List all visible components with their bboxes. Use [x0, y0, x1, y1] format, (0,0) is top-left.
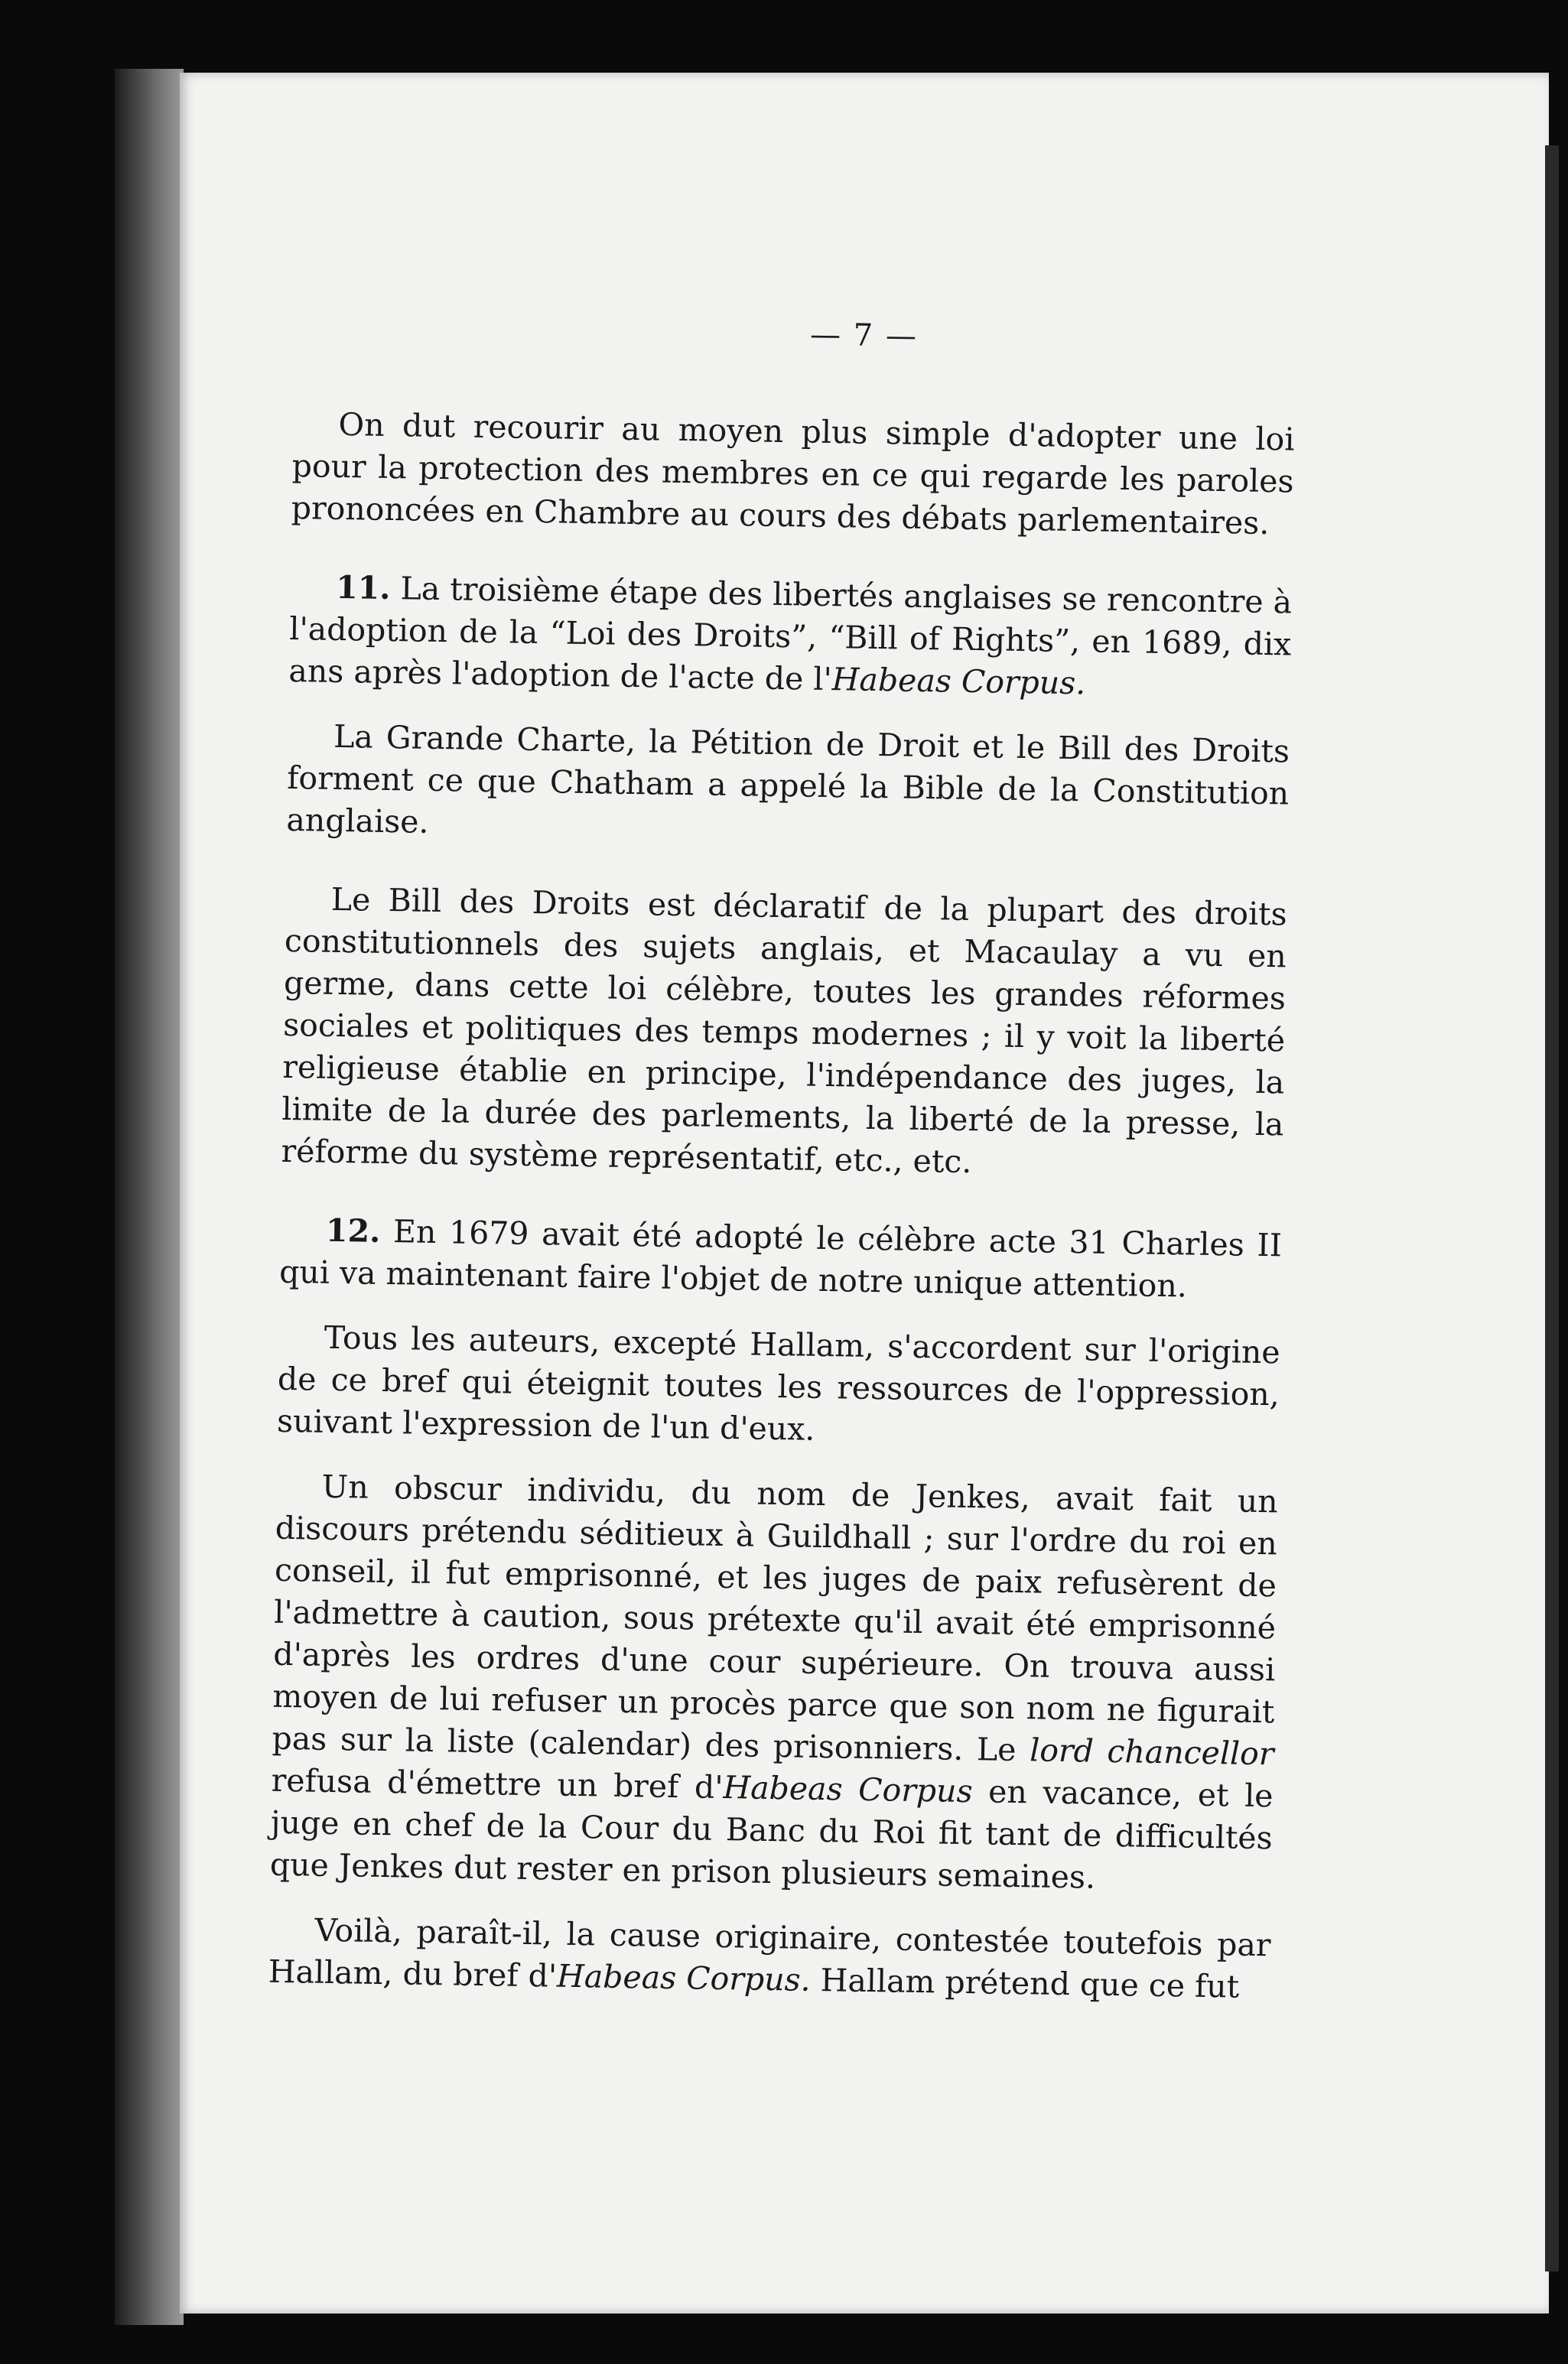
book-binding — [115, 69, 184, 2325]
paragraph-bill-des-droits: Le Bill des Droits est déclaratif de la plupart des droits constitutionnels des sujets anglais, et Macaulay a vu en germe, dans cette loi célèbre, toutes les grandes réformes sociales et politiques des temps modernes ; il y voit la liberté religieuse établie en principe, l'indépendance des juges, la limite de la durée des parlements, la liberté de la presse, la réforme du système représentatif, etc., etc. — [281, 880, 1288, 1181]
paragraph-voila-text-b: Hallam prétend que ce fut — [810, 1961, 1240, 2005]
paragraph-jenkes-text-c: en vacance, et le juge en chef de la Cour du Banc du Roi fit tant de difficultés que Jenkes dut rester en prison plusieurs semaines. — [269, 1773, 1274, 1896]
paragraph-voila — [268, 1909, 1271, 2009]
paragraph-jenkes — [270, 1465, 1278, 1902]
paragraph-voila-text-a: Voilà, paraît-il, la cause originaire, contestée toutefois par Hallam, du bref d' — [268, 1911, 1271, 1995]
section-number-11: 11. — [335, 568, 391, 607]
paragraph-11-text: La troisième étape des libertés anglaises se rencontre à l'adoption de la “Loi des Droits”, “Bill of Rights”, en 1689, dix ans après l'adoption de l'acte de l' — [288, 570, 1293, 698]
paragraph-auteurs: Tous les auteurs, excepté Hallam, s'accordent sur l'origine de ce bref qui éteignit toutes les ressources de l'oppression, suivant l'expression de l'un d'eux. — [276, 1319, 1281, 1448]
paragraph-12 — [279, 1209, 1283, 1309]
page-text — [268, 306, 1296, 2031]
paragraph-jenkes-text-a: Un obscur individu, du nom de Jenkes, avait fait un discours prétendu séditieux à Guildhall ; sur l'ordre du roi en conseil, il fut emprisonné, et les juges de paix refusèrent de l'admettre à caution, sous prétexte qu'il avait été emprisonné d'après les ordres d'une cour supérieure. On trouva aussi moyen de lui refuser un procès parce que son nom ne figurait pas sur la liste (calendar) des prisonniers. Le — [272, 1468, 1278, 1769]
page-number: — 7 — — [809, 317, 919, 354]
page-edge — [1545, 145, 1559, 2271]
paragraph-grande-charte: La Grande Charte, la Pétition de Droit et le Bill des Droits forment ce que Chatham a appelé la Bible de la Constitution anglaise. — [286, 717, 1290, 841]
paragraph-voila-italic: Habeas Corpus. — [556, 1957, 812, 1998]
paragraph-11 — [288, 566, 1292, 708]
paragraph-1: On dut recourir au moyen plus simple d'adopter une loi pour la protection des membres en ce qui regarde les paroles prononcées en Chambre au cours des débats parlementaires. — [291, 405, 1295, 542]
section-number-12: 12. — [325, 1211, 381, 1250]
paragraph-12-text: En 1679 avait été adopté le célèbre acte 31 Charles II qui va maintenant faire l'objet de notre unique attention. — [278, 1212, 1283, 1305]
paragraph-jenkes-italic-a: lord chancellor — [1029, 1732, 1274, 1773]
paragraph-11-italic: Habeas Corpus. — [831, 661, 1086, 702]
paragraph-jenkes-italic-b: Habeas Corpus — [723, 1769, 973, 1810]
paragraph-jenkes-text-b: refusa d'émettre un bref d' — [271, 1761, 724, 1806]
